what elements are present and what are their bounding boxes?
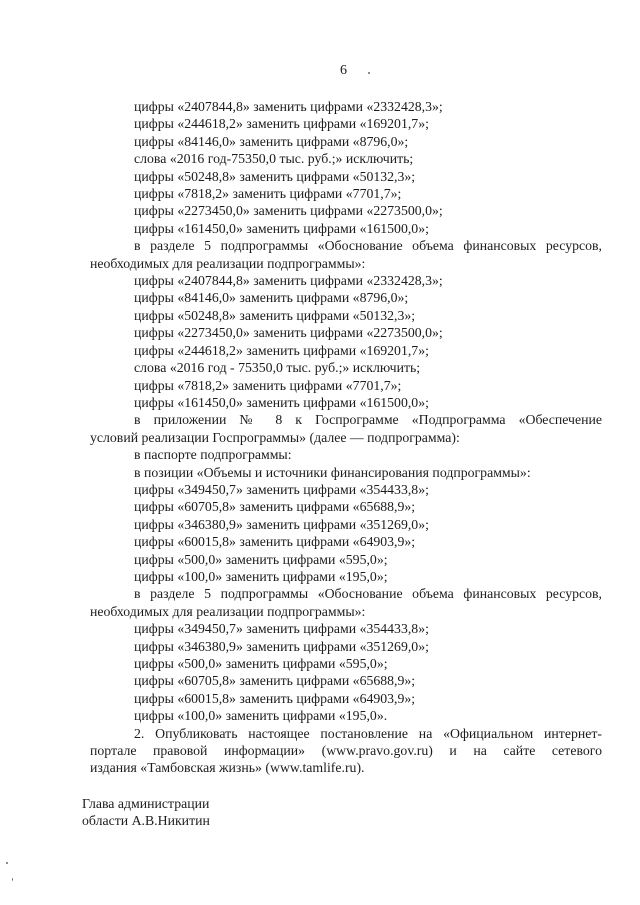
- text-line: портале правовой информации» (www.pravo.gov.ru) и на сайте сетевого: [90, 743, 602, 759]
- text-line: издания «Тамбовская жизнь» (www.tamlife.ru).: [90, 760, 365, 776]
- text-line: необходимых для реализации подпрограммы»:: [90, 603, 366, 619]
- text-line: цифры «2407844,8» заменить цифрами «2332428,3»;: [134, 273, 443, 289]
- text-line: цифры «100,0» заменить цифрами «195,0»;: [134, 568, 388, 584]
- text-line: цифры «84146,0» заменить цифрами «8796,0»;: [134, 290, 409, 306]
- scan-speck: [368, 72, 370, 74]
- text-line: в паспорте подпрограммы:: [134, 447, 292, 463]
- page-number: 6: [340, 63, 347, 78]
- text-line: цифры «50248,8» заменить цифрами «50132,3»;: [134, 168, 416, 184]
- text-line: цифры «50248,8» заменить цифрами «50132,3»;: [134, 307, 416, 323]
- text-line: цифры «60705,8» заменить цифрами «65688,9»;: [134, 499, 416, 515]
- text-line: цифры «346380,9» заменить цифрами «351269,0»;: [134, 638, 429, 654]
- text-line: слова «2016 год-75350,0 тыс. руб.;» исключить;: [134, 151, 414, 167]
- text-line: цифры «349450,7» заменить цифрами «354433,8»;: [134, 621, 429, 637]
- text-line: цифры «60015,8» заменить цифрами «64903,9»;: [134, 690, 416, 706]
- text-line: слова «2016 год - 75350,0 тыс. руб.;» исключить;: [134, 360, 421, 376]
- text-line: цифры «349450,7» заменить цифрами «354433,8»;: [134, 481, 429, 497]
- scan-speck: [12, 878, 13, 881]
- text-line: цифры «346380,9» заменить цифрами «351269,0»;: [134, 516, 429, 532]
- text-line: цифры «7818,2» заменить цифрами «7701,7»;: [134, 186, 402, 202]
- text-line: 2. Опубликовать настоящее постановление на «Официальном интернет-: [134, 725, 602, 741]
- text-line: цифры «2407844,8» заменить цифрами «2332428,3»;: [134, 99, 443, 114]
- text-line: цифры «244618,2» заменить цифрами «169201,7»;: [134, 342, 429, 358]
- text-line: цифры «161450,0» заменить цифрами «161500,0»;: [134, 220, 429, 236]
- text-line: цифры «7818,2» заменить цифрами «7701,7»;: [134, 377, 402, 393]
- text-line: цифры «500,0» заменить цифрами «595,0»;: [134, 656, 388, 671]
- signature-block: [82, 795, 210, 830]
- text-line: цифры «60705,8» заменить цифрами «65688,9»;: [134, 673, 416, 689]
- text-line: в разделе 5 подпрограммы «Обоснование объема финансовых ресурсов,: [134, 238, 602, 254]
- text-line: цифры «161450,0» заменить цифрами «161500,0»;: [134, 394, 429, 410]
- text-line: необходимых для реализации подпрограммы»:: [90, 255, 366, 271]
- text-line: цифры «60015,8» заменить цифрами «64903,9»;: [134, 534, 416, 550]
- text-line: цифры «500,0» заменить цифрами «595,0»;: [134, 551, 388, 567]
- text-line: цифры «84146,0» заменить цифрами «8796,0»;: [134, 133, 409, 149]
- text-line: в разделе 5 подпрограммы «Обоснование объема финансовых ресурсов,: [134, 586, 602, 602]
- text-line: условий реализации Госпрограммы» (далее — подпрограмма):: [90, 429, 460, 445]
- text-line: цифры «2273450,0» заменить цифрами «2273500,0»;: [134, 203, 443, 219]
- signature-position: Глава администрации: [82, 796, 210, 811]
- scan-speck: [6, 862, 8, 864]
- signature-name: области А.В.Никитин: [82, 813, 210, 829]
- text-line: в позиции «Объемы и источники финансирования подпрограммы»:: [134, 464, 531, 480]
- text-line: цифры «2273450,0» заменить цифрами «2273500,0»;: [134, 325, 443, 341]
- text-line: цифры «100,0» заменить цифрами «195,0».: [134, 708, 388, 724]
- text-line: в приложении № 8 к Госпрограмме «Подпрограмма «Обеспечение: [134, 412, 602, 428]
- text-line: цифры «244618,2» заменить цифрами «169201,7»;: [134, 116, 429, 132]
- document-body: [90, 98, 602, 777]
